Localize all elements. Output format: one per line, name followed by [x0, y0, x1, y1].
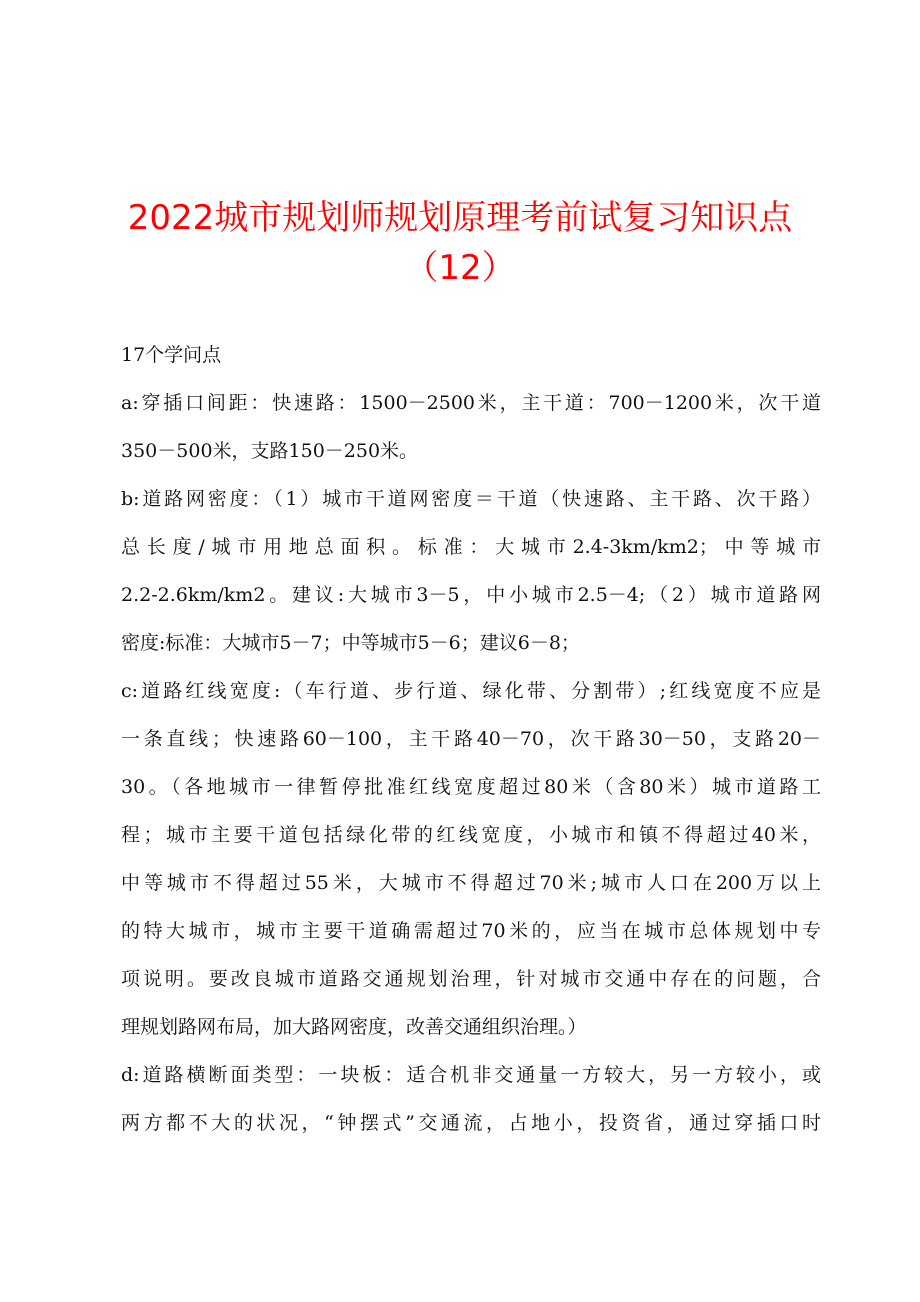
document-title-subtitle: （12） [404, 248, 516, 288]
paragraph-line: a:穿插口间距：快速路：1500－2500米，主干道：700－1200米，次干道 [121, 392, 821, 414]
paragraph-line: 项说明。要改良城市道路交通规划治理，针对城市交通中存在的问题，合 [121, 968, 821, 990]
paragraph-line: 30。（各地城市一律暂停批准红线宽度超过80米（含80米）城市道路工 [121, 776, 821, 798]
paragraph-line: 中等城市不得超过55米，大城市不得超过70米;城市人口在200万以上 [121, 872, 821, 894]
paragraph-line: 两方都不大的状况，“钟摆式”交通流，占地小，投资省，通过穿插口时 [121, 1112, 821, 1134]
document-title: 2022城市规划师规划原理考前试复习知识点 [127, 198, 793, 238]
document-body [121, 331, 821, 1147]
paragraph-line: 一条直线；快速路60－100，主干路40－70，次干路30－50，支路20－ [121, 728, 821, 750]
paragraph-line: 的特大城市，城市主要干道确需超过70米的，应当在城市总体规划中专 [121, 920, 821, 942]
paragraph-heading: 17个学问点 [121, 344, 222, 366]
paragraph-line: c:道路红线宽度:（车行道、步行道、绿化带、分割带）;红线宽度不应是 [121, 680, 821, 702]
paragraph-line: 密度:标准：大城市5－7；中等城市5－6；建议6－8； [121, 632, 580, 654]
paragraph-line: 程；城市主要干道包括绿化带的红线宽度，小城市和镇不得超过40米， [121, 824, 821, 846]
paragraph-line: d:道路横断面类型：一块板：适合机非交通量一方较大，另一方较小，或 [121, 1064, 821, 1086]
paragraph-line: b:道路网密度：（1）城市干道网密度＝干道（快速路、主干路、次干路） [121, 488, 821, 510]
paragraph-line: 2.2-2.6km/km2。建议:大城市3－5，中小城市2.5－4;（2）城市道路网 [121, 584, 821, 606]
paragraph-line: 总长度/城市用地总面积。标准：大城市2.4-3km/km2；中等城市 [121, 536, 821, 558]
paragraph-line: 理规划路网布局，加大路网密度，改善交通组织治理。） [121, 1016, 587, 1038]
paragraph-line: 350－500米，支路150－250米。 [121, 440, 419, 462]
